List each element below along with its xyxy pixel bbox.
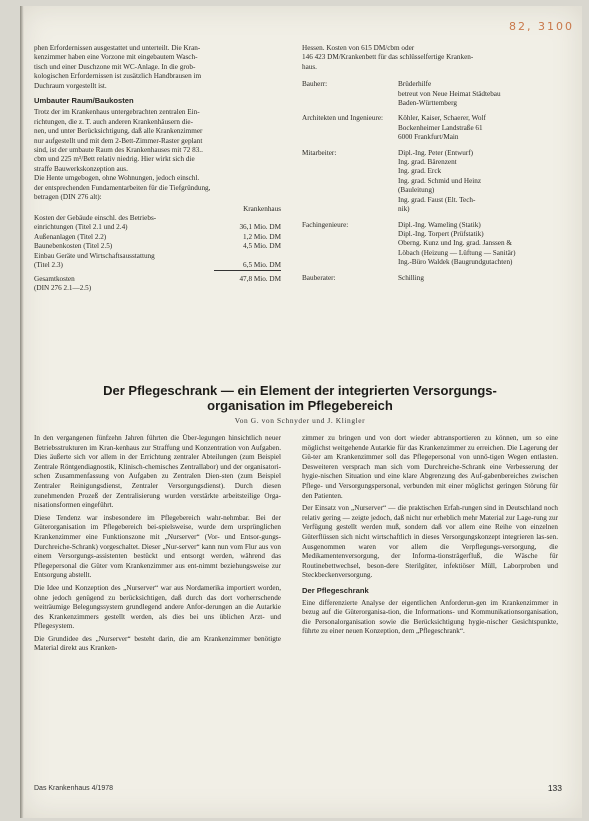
credit-values <box>398 80 558 114</box>
cost-row <box>34 223 281 232</box>
pflegeschrank-paragraph: Eine differenzierte Analyse der eigentlichen Anforderun-gen im Krankenzimmer in bezug auf die Güterorganisa-tion, die Informations- und Kommunikationsorganisation, die Personalorganisation sowie die Berücksichtigung hygie-nischer Gesichtspunkte, führte zu einer neuen Konzeption, dem „Pflegeschrank“. <box>302 598 558 636</box>
cost-table-header: Krankenhaus <box>243 204 281 213</box>
credit-row <box>302 114 558 148</box>
intro-line: kologischen Erfordernissen ist zusätzlich Handbrausen im <box>34 72 202 81</box>
article-authors: Von G. von Schnyder und J. Klingler <box>234 416 366 425</box>
intro-line: phen Erfordernissen ausgestattet und unterteilt. Die Kran- <box>34 44 201 52</box>
top-left-column <box>34 44 281 294</box>
intro-text <box>34 44 281 91</box>
intro-line: kenzimmer haben eine Vorzone mit eingebautem Wasch- <box>34 53 198 62</box>
cost-row-label: Außenanlagen (Titel 2.2) <box>34 232 107 241</box>
cost-table <box>34 205 281 294</box>
cost-row-value: 4,5 Mio. DM <box>243 242 281 251</box>
cost-row-value <box>214 252 281 261</box>
credit-line: Brüderhilfe <box>398 80 432 89</box>
credit-line: (Bauleitung) <box>398 186 435 195</box>
credit-row <box>302 80 558 114</box>
page-number: 133 <box>547 783 562 793</box>
paragraph: zimmer zu bringen und von dort wieder abtransportieren zu können, um so eine möglichst weitgehende Autarkie für das Krankenzimmer zu erreichen. Die Lagerung der Gü-ter am Krankenzimmer soll das Pflegepersonal von unnö-tigen Wegen entlasten. Desweiteren versprach man sich vom Durchreiche-Schrank eine Verbesserung der hygie-nischen Situation und eine klare Abgrenzung des Auf-gabenbereiches zwischen Pflege- und Versorgungspersonal, verbunden mit einer möglichst geringen Störung für den Patienten. <box>302 434 558 500</box>
credit-line: Bockenheimer Landstraße 61 <box>398 123 483 132</box>
cost-total-row <box>34 271 281 294</box>
article-title-line-2: organisation im Pflegebereich <box>207 398 393 413</box>
article-title <box>50 383 550 413</box>
cost-row <box>34 252 281 261</box>
intro-line: 146 423 DM/Krankenbett für das schlüsselfertige Kranken- <box>302 53 474 62</box>
body-line: sind, ist der umbaute Raum des Krankenhauses mit 72 83.. <box>34 146 203 155</box>
credit-line: Schilling <box>398 273 424 282</box>
cost-total-label: Gesamtkosten <box>34 274 75 283</box>
credit-line: Köhler, Kaiser, Schaerer, Wolf <box>398 114 486 123</box>
credit-values <box>398 149 558 221</box>
cost-row <box>34 242 281 251</box>
cost-row-value: 6,5 Mio. DM <box>214 261 281 271</box>
cost-row-label: Kosten der Gebäude einschl. des Betriebs- <box>34 213 157 222</box>
cost-total-value: 47,8 Mio. DM <box>239 275 281 284</box>
credit-line: Oberng. Kunz und Ing. grad. Janssen & <box>398 239 512 248</box>
credit-key: Bauberater: <box>302 273 336 282</box>
cost-row-value: 1,2 Mio. DM <box>243 232 281 241</box>
cost-row-label: Baunebenkosten (Titel 2.5) <box>34 242 113 251</box>
credit-values <box>398 274 558 289</box>
credit-line: Dipl.-Ing. Wameling (Statik) <box>398 220 481 229</box>
cost-row-label: Einbau Geräte und Wirtschaftsausstattung <box>34 251 155 260</box>
article-title-line-1: Der Pflegeschrank — ein Element der integrierten Versorgungs- <box>103 383 497 398</box>
bottom-right-column <box>302 434 558 640</box>
credit-key: Architekten und Ingenieure: <box>302 114 384 123</box>
body-line: richtungen, die z. T. auch anderen Krankenhäusern die- <box>34 117 193 126</box>
cost-row <box>34 261 281 271</box>
credit-line: Ing. grad. Erck <box>398 167 442 176</box>
credit-key: Fachingenieure: <box>302 220 349 229</box>
credit-line: Ing.-Büro Waldek (Baugrundgutachten) <box>398 258 513 267</box>
cost-row-label: einrichtungen (Titel 2.1 und 2.4) <box>34 223 128 232</box>
credit-values <box>398 114 558 148</box>
credit-row <box>302 274 558 289</box>
credit-row <box>302 149 558 221</box>
paragraph: In den vergangenen fünfzehn Jahren führten die Über-legungen hinsichtlich neuer Betriebsstrukturen im Kran-kenhaus zur Straffung und Konzentration von Aufgaben. Dies äußerte sich vor allem in der Errichtung zentraler Abteilungen (zum Beispiel Zentrale Röntgendiagnostik, Klinisch-chemisches Zentrallabor) und der organisatori-schen Zusammenfassung von Aufgaben zu Zentralen Dien-sten (zum Beispiel Zentraler Reinigungsdienst, Zentraler Versorgungsdienst). Durch diesen zunehmenden Prozeß der Zentralisierung wurden verstärkte arbeitsteilige Orga-nisationsformen eingeführt. <box>34 434 281 510</box>
credit-line: nik) <box>398 205 410 214</box>
credit-line: Dipl.-Ing. Torpert (Prüfstatik) <box>398 229 484 238</box>
document-page <box>20 6 582 818</box>
paragraph: Die Idee und Konzeption des „Nurserver“ war aus Nordamerika importiert worden, ohne jedoch genügend zu berücksichtigen, daß durch das dort vorherrschende weiträumige Belegungssystem grundlegend andere Anfor-derungen an die Autarkie des Krankenzimmers gestellt werden, als dies bei uns üblichen Arzt- und Pflegesystem. <box>34 583 281 631</box>
paragraph: Der Einsatz von „Nurserver“ — die praktischen Erfah-rungen sind in Deutschland noch relativ gering — zeigte jedoch, daß nicht nur erheblich mehr Material zur Lage-rung zur Verfügung gestellt werden muß, sondern daß vor allem eine Reihe von einzelnen Güterflüssen sich nicht wirtschaftlich in dieses Versorgungskonzept integrieren las-sen. Ausgenommen waren vor allem die Verpflegungs-versorgung, die Medikamentenversorgung, der Informa-tionsträgerfluß, die Wäsche für Routinebettwechsel, beson-dere Sterilgüter, infektiöser Müll, Laborproben und Steckbeckenversorgung. <box>302 504 558 580</box>
credit-row <box>302 221 558 274</box>
body-line: nen, und unter Berücksichtigung, daß alle Krankenzimmer <box>34 127 203 136</box>
bottom-left-column <box>34 434 281 657</box>
section-heading-baukosten: Umbauter Raum/Baukosten <box>34 96 134 106</box>
cost-row <box>34 214 281 223</box>
paragraph: Die Grundidee des „Nurserver“ besteht darin, die am Krankenzimmer benötigte Material direkt aus Kranken- <box>34 634 281 653</box>
credit-values <box>398 221 558 274</box>
top-right-column <box>302 44 558 289</box>
credit-line: Dipl.-Ing. Peter (Entwurf) <box>398 148 474 157</box>
cost-total-label-din: (DIN 276 2.1—2.5) <box>34 284 92 293</box>
journal-footer: Das Krankenhaus 4/1978 <box>34 785 113 792</box>
credit-line: Löbach (Heizung — Lüftung — Sanitär) <box>398 248 516 257</box>
intro-line: tisch und einer Duschzone mit WC-Anlage. In die grob- <box>34 62 196 71</box>
cost-row-value: 36,1 Mio. DM <box>239 223 281 232</box>
credit-line: 6000 Frankfurt/Main <box>398 133 459 142</box>
credit-line: Ing. grad. Faust (Elt. Tech- <box>398 195 476 204</box>
page-binding-edge <box>20 6 24 818</box>
body-line: Die Hente umgebogen, ohne Wohnungen, jedoch einschl. <box>34 174 200 183</box>
intro-text-right <box>302 44 558 72</box>
body-line: cbm und 225 m³/Bett relativ niedrig. Hier wirkt sich die <box>34 155 195 164</box>
credit-line: Baden-Württemberg <box>398 99 457 108</box>
credit-key: Mitarbeiter: <box>302 148 337 157</box>
section-heading-pflegeschrank: Der Pflegeschrank <box>302 585 369 595</box>
credits-table <box>302 80 558 289</box>
cost-row <box>34 233 281 242</box>
body-line: Trotz der im Krankenhaus untergebrachten zentralen Ein- <box>34 108 200 117</box>
credit-line: Ing. grad. Bärenzent <box>398 158 457 167</box>
intro-line: Duchraum vorgestellt ist. <box>34 81 107 90</box>
cost-row-value <box>214 214 281 223</box>
paragraph: Diese Tendenz war insbesondere im Pflegebereich wahr-nehmbar. Bei der Güterorganisation im Pflegebereich bei-spielsweise, wurde dem ursprünglichen Krankenzimmer eine Funktionszone mit „Nurserver“ (Vor- und Entsor-gungs-Durchreiche-Schrank) vorgeschaltet. Dieser „Nur-server“ kann nun vom Flur aus von einem Versorgungs-assistenten bestückt und entsorgt werden, während das Pflegepersonal die Güter vom Krankenzimmer aus ent-nimmt beziehungsweise zur Entsorgung abstellt. <box>34 513 281 580</box>
intro-line: haus. <box>302 62 317 71</box>
baukosten-text <box>34 108 281 202</box>
body-line: nur aufgestellt und mit dem 2-Bett-Zimmer-Raster geplant <box>34 136 203 145</box>
body-line: der entsprechenden Fundamentarbeiten für die Tiefgründung, <box>34 183 211 192</box>
archive-stamp: 82, 3100 <box>509 20 574 33</box>
intro-line: Hessen. Kosten von 615 DM/cbm oder <box>302 44 415 52</box>
cost-row-label: (Titel 2.3) <box>34 260 63 269</box>
body-line: betragen (DIN 276 alt): <box>34 193 102 202</box>
credit-line: betreut von Neue Heimat Städtebau <box>398 89 501 98</box>
credit-key: Bauherr: <box>302 80 328 89</box>
credit-line: Ing. grad. Schmid und Heinz <box>398 176 482 185</box>
body-line: straffe Bauwerkskonzeption aus. <box>34 164 128 173</box>
